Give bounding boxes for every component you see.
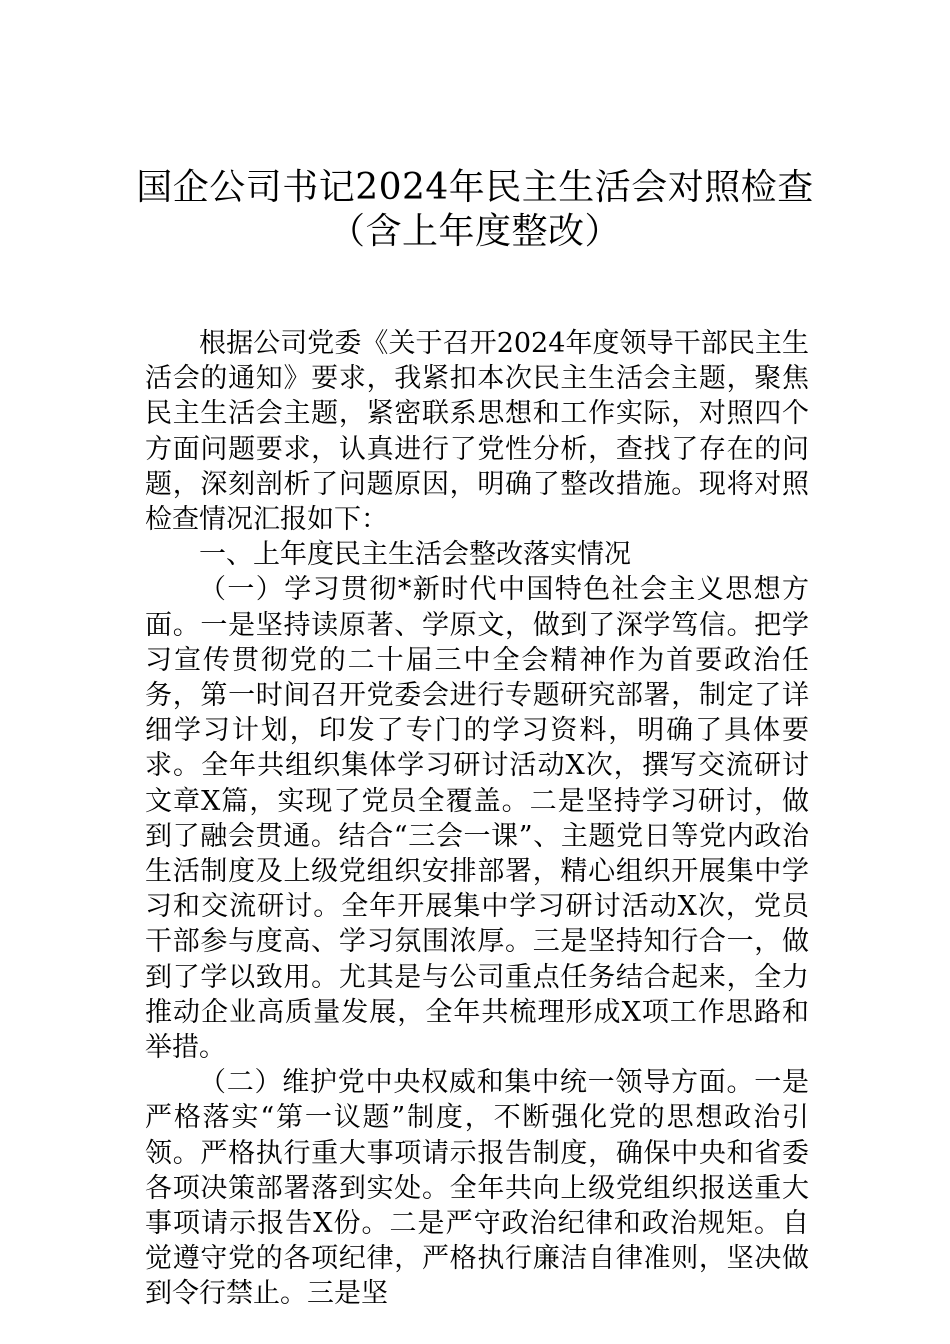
- document-subtitle: （含上年度整改）: [328, 211, 621, 252]
- document-body: [145, 326, 809, 1312]
- intro-paragraph: 根据公司党委《关于召开2024年度领导干部民主生活会的通知》要求，我紧扣本次民主生活会主题，聚焦民主生活会主题，紧密联系思想和工作实际，对照四个方面问题要求，认真进行了党性分析，查找了存在的问题，深刻剖析了问题原因，明确了整改措施。现将对照检查情况汇报如下：: [145, 328, 809, 536]
- section-paragraph-1: （一）学习贯彻*新时代中国特色社会主义思想方面。一是坚持读原著、学原文，做到了深学笃信。把学习宣传贯彻党的二十届三中全会精神作为首要政治任务，第一时间召开党委会进行专题研究部署，制定了详细学习计划，印发了专门的学习资料，明确了具体要求。全年共组织集体学习研讨活动X次，撰写交流研讨文章X篇，实现了党员全覆盖。二是坚持学习研讨，做到了融会贯通。结合“三会一课”、主题党日等党内政治生活制度及上级党组织安排部署，精心组织开展集中学习和交流研讨。全年开展集中学习研讨活动X次，党员干部参与度高、学习氛围浓厚。三是坚持知行合一，做到了学以致用。尤其是与公司重点任务结合起来，全力推动企业高质量发展，全年共梳理形成X项工作思路和举措。: [145, 574, 809, 1064]
- document-title: 国企公司书记2024年民主生活会对照检查: [136, 167, 814, 208]
- section-heading: 一、上年度民主生活会整改落实情况: [199, 539, 631, 571]
- section-paragraph-2: （二）维护党中央权威和集中统一领导方面。一是严格落实“第一议题”制度，不断强化党的思想政治引领。严格执行重大事项请示报告制度，确保中央和省委各项决策部署落到实处。全年共向上级党组织报送重大事项请示报告X份。二是严守政治纪律和政治规矩。自觉遵守党的各项纪律，严格执行廉洁自律准则，坚决做到令行禁止。三是坚: [145, 1067, 809, 1310]
